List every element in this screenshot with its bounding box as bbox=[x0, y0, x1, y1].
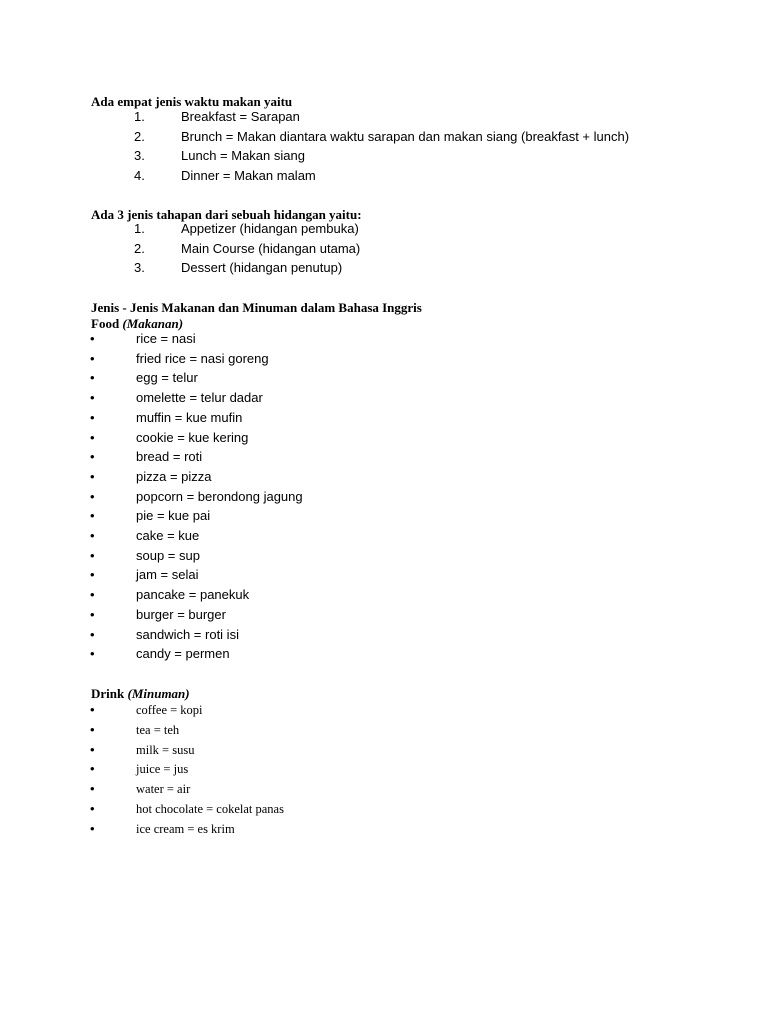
item-number: 1. bbox=[134, 221, 145, 236]
item-text: cookie = kue kering bbox=[136, 429, 249, 445]
item-text: Lunch = Makan siang bbox=[181, 148, 305, 164]
item-text: pie = kue pai bbox=[136, 508, 211, 524]
item-number: 2. bbox=[134, 128, 145, 144]
list-item bbox=[0, 587, 620, 607]
drink-heading bbox=[91, 686, 190, 701]
food-label-italic: (Makanan) bbox=[122, 316, 184, 331]
item-text: cake = kue bbox=[136, 528, 200, 543]
bullet-icon: • bbox=[90, 409, 95, 425]
item-text: popcorn = berondong jagung bbox=[136, 488, 303, 504]
list-item bbox=[0, 489, 620, 509]
item-text: Dinner = Makan malam bbox=[181, 168, 316, 184]
item-text: candy = permen bbox=[136, 646, 230, 662]
bullet-icon: • bbox=[90, 350, 95, 366]
item-text: egg = telur bbox=[136, 370, 198, 386]
item-number: 3. bbox=[134, 148, 145, 164]
item-text: coffee = kopi bbox=[136, 703, 203, 717]
item-text: rice = nasi bbox=[136, 331, 196, 346]
item-text: Main Course (hidangan utama) bbox=[181, 240, 361, 256]
list-item bbox=[0, 508, 620, 528]
list-item bbox=[0, 410, 620, 430]
list-item bbox=[0, 109, 620, 129]
item-text: pancake = panekuk bbox=[136, 587, 250, 603]
item-text: Breakfast = Sarapan bbox=[181, 109, 300, 124]
list-item bbox=[0, 742, 620, 762]
bullet-icon: • bbox=[90, 781, 95, 797]
meals-heading: Ada empat jenis waktu makan yaitu bbox=[91, 94, 293, 109]
list-item bbox=[0, 430, 620, 450]
drink-label: Drink bbox=[91, 686, 125, 701]
list-item bbox=[0, 627, 620, 647]
bullet-icon: • bbox=[90, 508, 95, 524]
item-number: 1. bbox=[134, 109, 145, 124]
bullet-icon: • bbox=[90, 567, 95, 583]
list-item bbox=[0, 221, 620, 241]
bullet-icon: • bbox=[90, 702, 95, 717]
item-text: hot chocolate = cokelat panas bbox=[136, 802, 284, 816]
item-text: milk = susu bbox=[136, 742, 195, 757]
item-text: tea = teh bbox=[136, 722, 180, 737]
bullet-icon: • bbox=[90, 547, 95, 563]
bullet-icon: • bbox=[90, 801, 95, 816]
bullet-icon: • bbox=[90, 626, 95, 642]
drink-label-italic: (Minuman) bbox=[127, 686, 190, 701]
item-text: omelette = telur dadar bbox=[136, 390, 263, 406]
item-text: sandwich = roti isi bbox=[136, 626, 239, 642]
list-item bbox=[0, 702, 620, 722]
bullet-icon: • bbox=[90, 606, 95, 622]
list-item bbox=[0, 331, 620, 351]
bullet-icon: • bbox=[90, 528, 95, 543]
bullet-icon: • bbox=[90, 761, 95, 777]
bullet-icon: • bbox=[90, 331, 95, 346]
item-text: ice cream = es krim bbox=[136, 821, 235, 836]
list-item bbox=[0, 528, 620, 548]
list-item bbox=[0, 607, 620, 627]
bullet-icon: • bbox=[90, 468, 95, 484]
section-title: Jenis - Jenis Makanan dan Minuman dalam Bahasa Inggris bbox=[91, 300, 422, 315]
list-item bbox=[0, 761, 620, 781]
list-item bbox=[0, 646, 620, 666]
item-text: soup = sup bbox=[136, 547, 200, 563]
bullet-icon: • bbox=[90, 390, 95, 406]
list-item bbox=[0, 781, 620, 801]
item-text: muffin = kue mufin bbox=[136, 409, 243, 425]
list-item bbox=[0, 260, 620, 280]
item-text: Brunch = Makan diantara waktu sarapan dan makan siang (breakfast + lunch) bbox=[181, 128, 630, 144]
item-text: Dessert (hidangan penutup) bbox=[181, 260, 343, 276]
item-text: water = air bbox=[136, 782, 191, 797]
item-text: bread = roti bbox=[136, 449, 203, 465]
food-label: Food bbox=[91, 316, 120, 331]
list-item bbox=[0, 370, 620, 390]
item-text: pizza = pizza bbox=[136, 468, 212, 484]
bullet-icon: • bbox=[90, 370, 95, 386]
item-number: 2. bbox=[134, 240, 145, 256]
list-item bbox=[0, 449, 620, 469]
bullet-icon: • bbox=[90, 488, 95, 504]
item-text: juice = jus bbox=[136, 762, 189, 777]
list-item bbox=[0, 801, 620, 821]
item-text: jam = selai bbox=[136, 567, 199, 583]
item-number: 4. bbox=[134, 168, 145, 184]
bullet-icon: • bbox=[90, 449, 95, 465]
item-text: Appetizer (hidangan pembuka) bbox=[181, 221, 359, 236]
bullet-icon: • bbox=[90, 587, 95, 603]
food-heading bbox=[91, 316, 183, 331]
list-item bbox=[0, 351, 620, 371]
item-number: 3. bbox=[134, 260, 145, 276]
bullet-icon: • bbox=[90, 429, 95, 445]
bullet-icon: • bbox=[90, 741, 95, 757]
list-item bbox=[0, 548, 620, 568]
list-item bbox=[0, 722, 620, 742]
list-item bbox=[0, 241, 620, 261]
list-item bbox=[0, 168, 620, 188]
item-text: fried rice = nasi goreng bbox=[136, 350, 269, 366]
bullet-icon: • bbox=[90, 721, 95, 737]
bullet-icon: • bbox=[90, 646, 95, 662]
courses-heading: Ada 3 jenis tahapan dari sebuah hidangan yaitu: bbox=[91, 207, 362, 222]
item-text: burger = burger bbox=[136, 606, 226, 622]
list-item bbox=[0, 148, 620, 168]
list-item bbox=[0, 390, 620, 410]
list-item bbox=[0, 821, 620, 841]
list-item bbox=[0, 128, 630, 149]
list-item bbox=[0, 469, 620, 489]
bullet-icon: • bbox=[90, 820, 95, 836]
list-item bbox=[0, 567, 620, 587]
